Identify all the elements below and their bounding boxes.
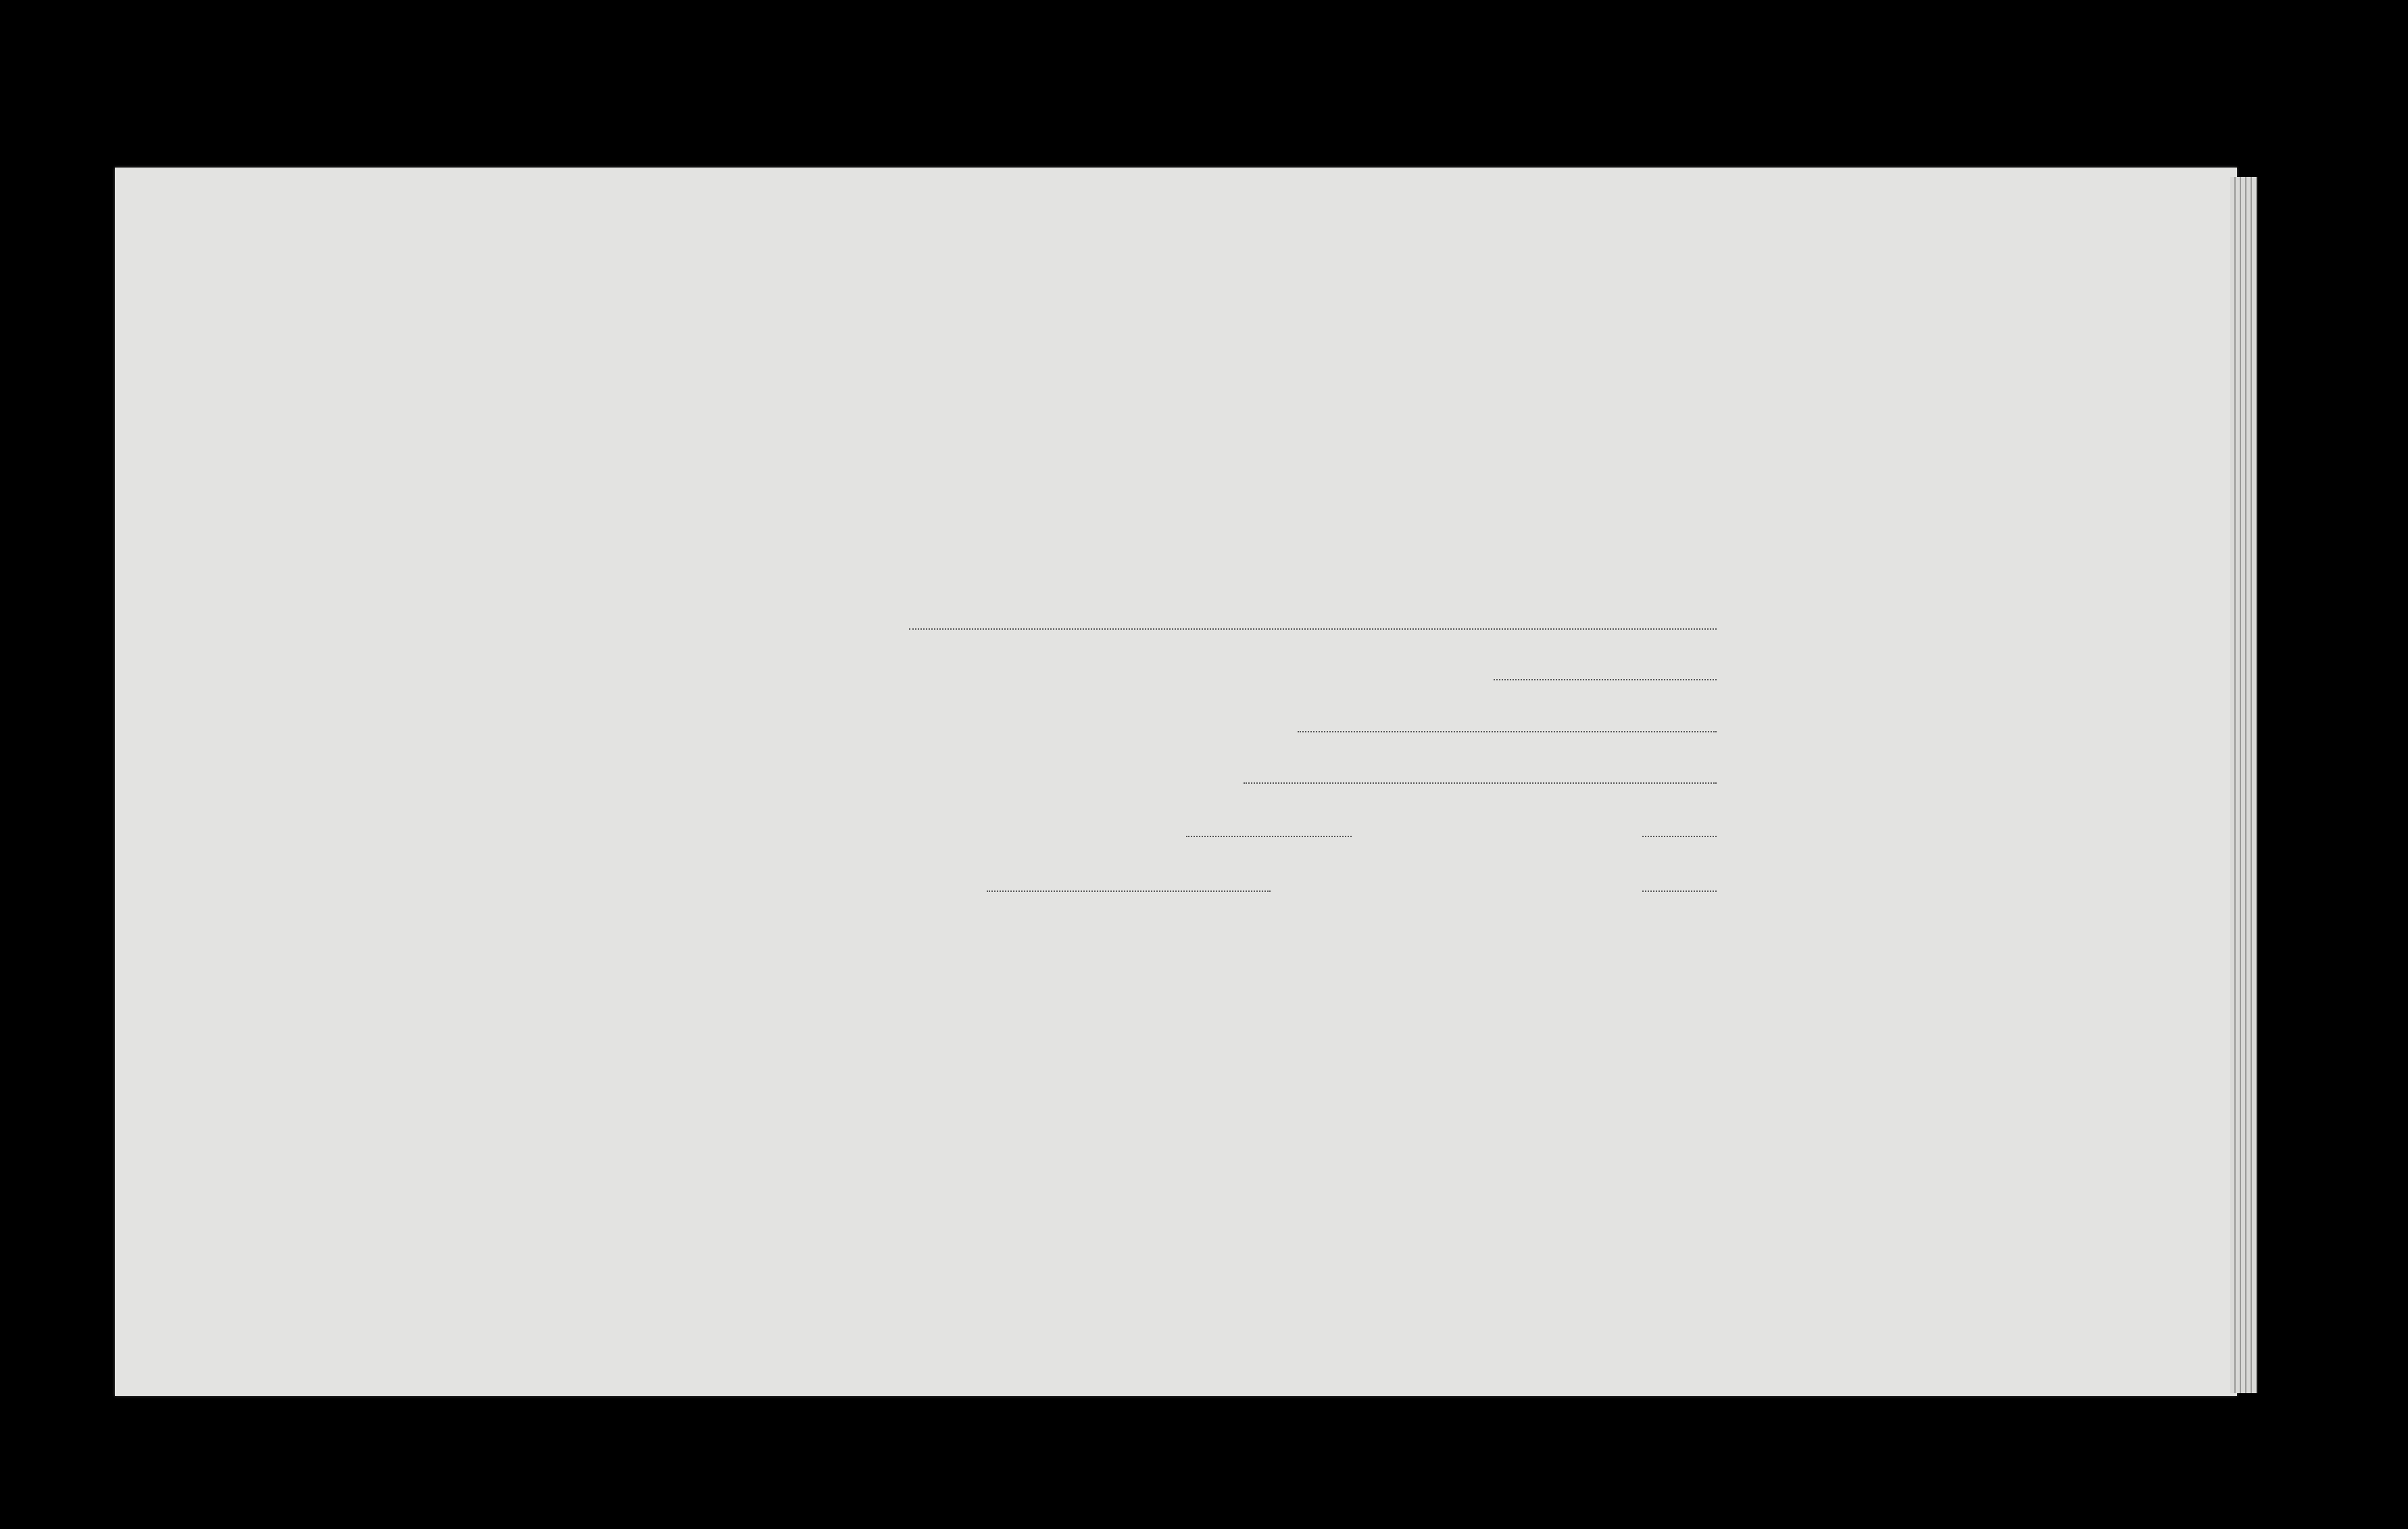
q4-answer-line[interactable]	[1244, 782, 1717, 784]
q6-market-answer[interactable]	[987, 891, 1271, 892]
q1-answer-line[interactable]	[909, 628, 1717, 630]
q6-distance-answer[interactable]	[1642, 891, 1717, 892]
census-card	[115, 168, 2237, 1396]
q2-answer-line[interactable]	[1494, 679, 1717, 680]
paper-stack-edge	[2230, 177, 2257, 1393]
q5-distance-answer[interactable]	[1642, 836, 1717, 837]
q5-village-answer[interactable]	[1186, 836, 1352, 837]
q3-answer-line[interactable]	[1298, 731, 1717, 732]
